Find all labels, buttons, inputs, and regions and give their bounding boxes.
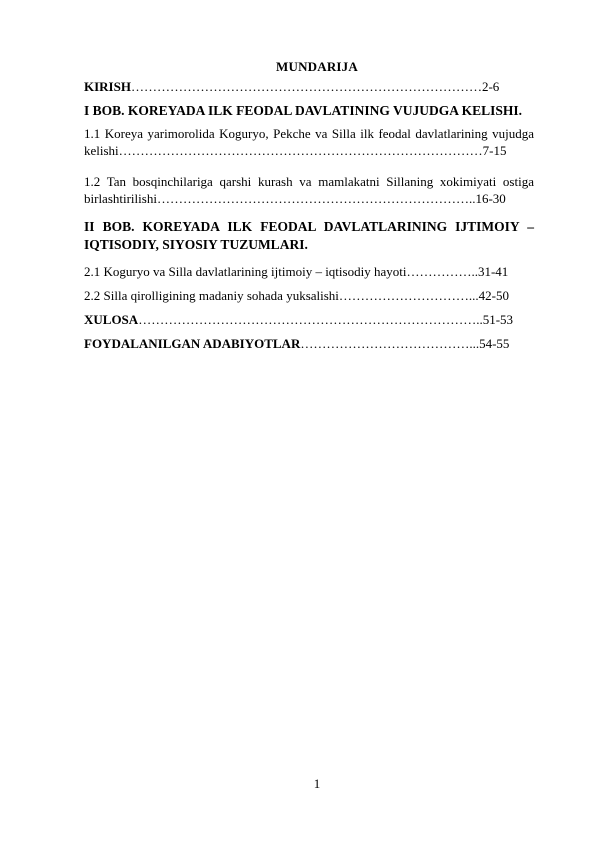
- toc-page-range: 51-53: [482, 312, 514, 327]
- toc-leader-dots: …………………………………………………………………………: [118, 143, 483, 158]
- toc-title: MUNDARIJA: [276, 59, 358, 74]
- toc-leader-dots: …………………………...: [338, 288, 479, 303]
- toc-entry-label: FOYDALANILGAN ADABIYOTLAR: [84, 336, 301, 351]
- toc-entry-text-line1: 1.1 Koreya yarimorolida Koguryo, Pekche va Silla ilk feodal davlatlarining vujudga: [84, 126, 534, 141]
- toc-entry-bibliography[interactable]: [84, 335, 509, 352]
- toc-page-range: 42-50: [478, 288, 510, 303]
- toc-entry-text-line2: [84, 142, 534, 159]
- toc-leader-dots: ……………..: [406, 264, 478, 279]
- toc-page-range: 54-55: [479, 336, 510, 351]
- toc-entry-text-line1: 1.2 Tan bosqinchilariga qarshi kurash va mamlakatni Sillaning xokimiyati ostiga: [84, 174, 534, 189]
- toc-chapter-2-heading[interactable]: II BOB. KOREYADA ILK FEODAL DAVLATLARINING IJTIMOIY – IQTISODIY, SIYOSIY TUZUMLARI.: [84, 219, 534, 252]
- toc-entry-2-1[interactable]: [84, 263, 508, 280]
- toc-entry-1-2[interactable]: [84, 173, 534, 207]
- toc-entry-label: kelishi: [84, 143, 119, 158]
- toc-entry-1-1[interactable]: [84, 125, 534, 159]
- toc-page-range: 2-6: [481, 79, 500, 94]
- toc-entry-xulosa[interactable]: [84, 311, 513, 328]
- toc-page-range: 16-30: [475, 191, 506, 206]
- toc-entry-label: KIRISH: [84, 79, 131, 94]
- toc-page-range: 31-41: [477, 264, 509, 279]
- toc-entry-text-line2: [84, 190, 534, 207]
- toc-entry-label: XULOSA: [84, 312, 139, 327]
- toc-entry-kirish[interactable]: [84, 78, 499, 95]
- toc-entry-label: 2.1 Koguryo va Silla davlatlarining ijtimoiy – iqtisodiy hayoti: [84, 264, 407, 279]
- toc-leader-dots: ………………………………………………………………………: [130, 79, 482, 94]
- toc-leader-dots: …………………………………...: [300, 336, 480, 351]
- toc-leader-dots: ………………………………………………………………..: [156, 191, 476, 206]
- toc-leader-dots: ……………………………………………………………………..: [138, 312, 483, 327]
- toc-entry-2-2[interactable]: [84, 287, 509, 304]
- page-number: 1: [313, 776, 321, 791]
- toc-entry-label: birlashtirilishi: [84, 191, 157, 206]
- toc-page-range: 7-15: [482, 143, 507, 158]
- toc-chapter-1-heading[interactable]: I BOB. KOREYADA ILK FEODAL DAVLATINING VUJUDGA KELISHI.: [84, 103, 522, 118]
- toc-entry-label: 2.2 Silla qirolligining madaniy sohada yuksalishi: [84, 288, 339, 303]
